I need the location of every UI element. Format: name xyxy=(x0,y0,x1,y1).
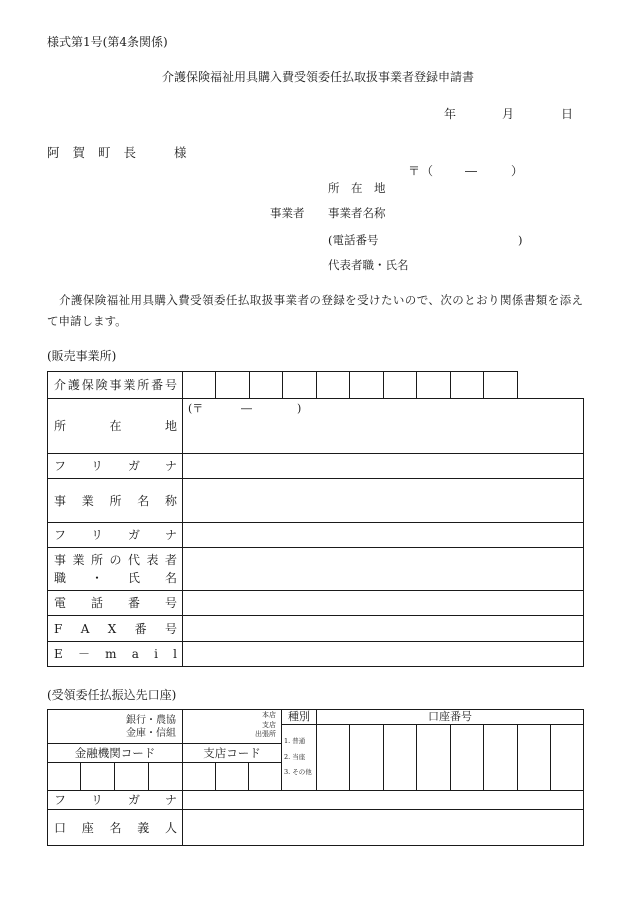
account-type-field[interactable] xyxy=(281,724,317,791)
representative-kana-label: フ リ ガ ナ xyxy=(54,528,177,542)
bank-code-digit-box[interactable] xyxy=(114,762,149,791)
bank-code-digit-box[interactable] xyxy=(47,762,81,791)
office-name-label: 事 業 所 名 称 xyxy=(54,493,177,508)
holder-kana-label: フ リ ガ ナ xyxy=(54,793,177,807)
branch-code-header: 支店コード xyxy=(182,743,282,763)
representative-kana-label-cell xyxy=(47,522,183,548)
office-postal-dash: ― xyxy=(241,402,252,415)
representative-label-line-1: 事業所の代表者 xyxy=(54,553,177,567)
institution-type-line-1: 銀行・農協 xyxy=(126,714,176,726)
applicant-phone-label: (電話番号 xyxy=(328,233,379,247)
email-label: E － m a i l xyxy=(54,647,177,661)
office-number-digit-box[interactable] xyxy=(349,371,384,399)
holder-name-field[interactable] xyxy=(182,809,584,846)
office-number-digit-box[interactable] xyxy=(249,371,283,399)
bank-code-digit-box[interactable] xyxy=(80,762,115,791)
office-postal-close: ) xyxy=(297,402,302,415)
fax-label: F A X 番 号 xyxy=(54,621,177,636)
office-number-digit-box[interactable] xyxy=(182,371,216,399)
phone-label-cell xyxy=(47,590,183,616)
addressee-name: 阿 賀 町 長 xyxy=(47,145,136,160)
holder-kana-label-cell xyxy=(47,790,183,810)
applicant-name-label: 事業者名称 xyxy=(328,206,386,220)
applicant-phone-close-paren: ) xyxy=(518,233,523,247)
bank-account-table xyxy=(47,709,584,846)
office-postal-open: (〒 xyxy=(188,402,204,415)
office-number-digit-box[interactable] xyxy=(282,371,317,399)
account-number-digit-box[interactable] xyxy=(517,724,551,791)
representative-label-line-2: 職 ・ 氏 名 xyxy=(54,571,177,585)
representative-label-cell xyxy=(47,547,183,591)
postal-open-paren: （ xyxy=(421,164,434,178)
email-label-cell xyxy=(47,641,183,667)
holder-kana-field[interactable] xyxy=(182,790,584,810)
office-number-digit-box[interactable] xyxy=(450,371,484,399)
holder-name-label-cell xyxy=(47,809,183,846)
institution-name-field[interactable] xyxy=(47,709,183,744)
account-number-digit-box[interactable] xyxy=(349,724,384,791)
office-address-field[interactable] xyxy=(182,398,584,454)
date-month-label: 月 xyxy=(502,107,515,121)
applicant-role-label: 事業者 xyxy=(270,206,305,220)
fax-field[interactable] xyxy=(182,615,584,642)
account-number-digit-box[interactable] xyxy=(483,724,518,791)
branch-code-digit-box[interactable] xyxy=(248,762,282,791)
branch-name-field[interactable] xyxy=(182,709,282,744)
office-number-label-cell xyxy=(47,371,183,399)
account-number-digit-box[interactable] xyxy=(416,724,451,791)
office-name-kana-label: フ リ ガ ナ xyxy=(54,459,177,473)
bank-code-digit-box[interactable] xyxy=(148,762,183,791)
email-field[interactable] xyxy=(182,641,584,667)
postal-dash: ― xyxy=(465,164,477,178)
addressee-honorific: 様 xyxy=(174,145,187,160)
bank-code-header: 金融機関コード xyxy=(47,743,183,763)
account-type-header: 種別 xyxy=(281,709,317,725)
account-type-option-ordinary[interactable]: 1. 普通 xyxy=(284,737,306,745)
office-address-label: 所 在 地 xyxy=(54,419,177,433)
office-name-kana-field[interactable] xyxy=(182,453,584,479)
account-number-digit-box[interactable] xyxy=(316,724,350,791)
branch-type-sub-office: 出張所 xyxy=(255,730,276,738)
office-number-digit-box[interactable] xyxy=(215,371,250,399)
office-number-digit-box[interactable] xyxy=(383,371,417,399)
account-number-digit-box[interactable] xyxy=(383,724,417,791)
office-address-label-cell xyxy=(47,398,183,454)
form-number: 様式第1号(第4条関係) xyxy=(47,35,168,49)
office-name-label-cell xyxy=(47,478,183,523)
account-number-digit-box[interactable] xyxy=(450,724,484,791)
branch-code-digit-box[interactable] xyxy=(182,762,216,791)
representative-kana-field[interactable] xyxy=(182,522,584,548)
date-year-label: 年 xyxy=(444,107,457,121)
office-name-field[interactable] xyxy=(182,478,584,523)
office-number-label: 介護保険事業所番号 xyxy=(54,378,177,392)
institution-type-line-2: 金庫・信組 xyxy=(126,727,176,739)
branch-type-main: 本店 xyxy=(262,711,276,719)
office-name-kana-label-cell xyxy=(47,453,183,479)
sales-office-section-label: (販売事業所) xyxy=(47,349,117,363)
phone-field[interactable] xyxy=(182,590,584,616)
account-type-option-current[interactable]: 2. 当座 xyxy=(284,752,306,761)
statement-line-2: て申請します。 xyxy=(47,314,127,328)
office-number-digit-box[interactable] xyxy=(483,371,518,399)
branch-code-digit-box[interactable] xyxy=(215,762,249,791)
representative-field[interactable] xyxy=(182,547,584,591)
holder-name-label: 口 座 名 義 人 xyxy=(54,820,177,835)
statement-line-1: 介護保険福祉用具購入費受領委任払取扱事業者の登録を受けたいので、次のとおり関係書類を添え xyxy=(59,293,583,307)
date-day-label: 日 xyxy=(561,107,574,121)
account-number-header: 口座番号 xyxy=(316,709,584,725)
account-number-digit-box[interactable] xyxy=(550,724,584,791)
fax-label-cell xyxy=(47,615,183,642)
postal-close-paren: ） xyxy=(511,164,524,178)
applicant-representative-label: 代表者職・氏名 xyxy=(328,258,409,272)
postal-mark: 〒 xyxy=(408,164,421,178)
applicant-address-label: 所 在 地 xyxy=(328,181,386,195)
bank-account-section-label: (受領委任払振込先口座) xyxy=(47,688,177,702)
phone-label: 電 話 番 号 xyxy=(54,596,177,610)
office-number-digit-box[interactable] xyxy=(316,371,350,399)
branch-type-branch: 支店 xyxy=(262,720,276,729)
office-number-digit-box[interactable] xyxy=(416,371,451,399)
account-type-option-other[interactable]: 3. その他 xyxy=(284,768,312,776)
form-title: 介護保険福祉用具購入費受領委任払取扱事業者登録申請書 xyxy=(161,70,474,84)
sales-office-table xyxy=(47,371,584,667)
